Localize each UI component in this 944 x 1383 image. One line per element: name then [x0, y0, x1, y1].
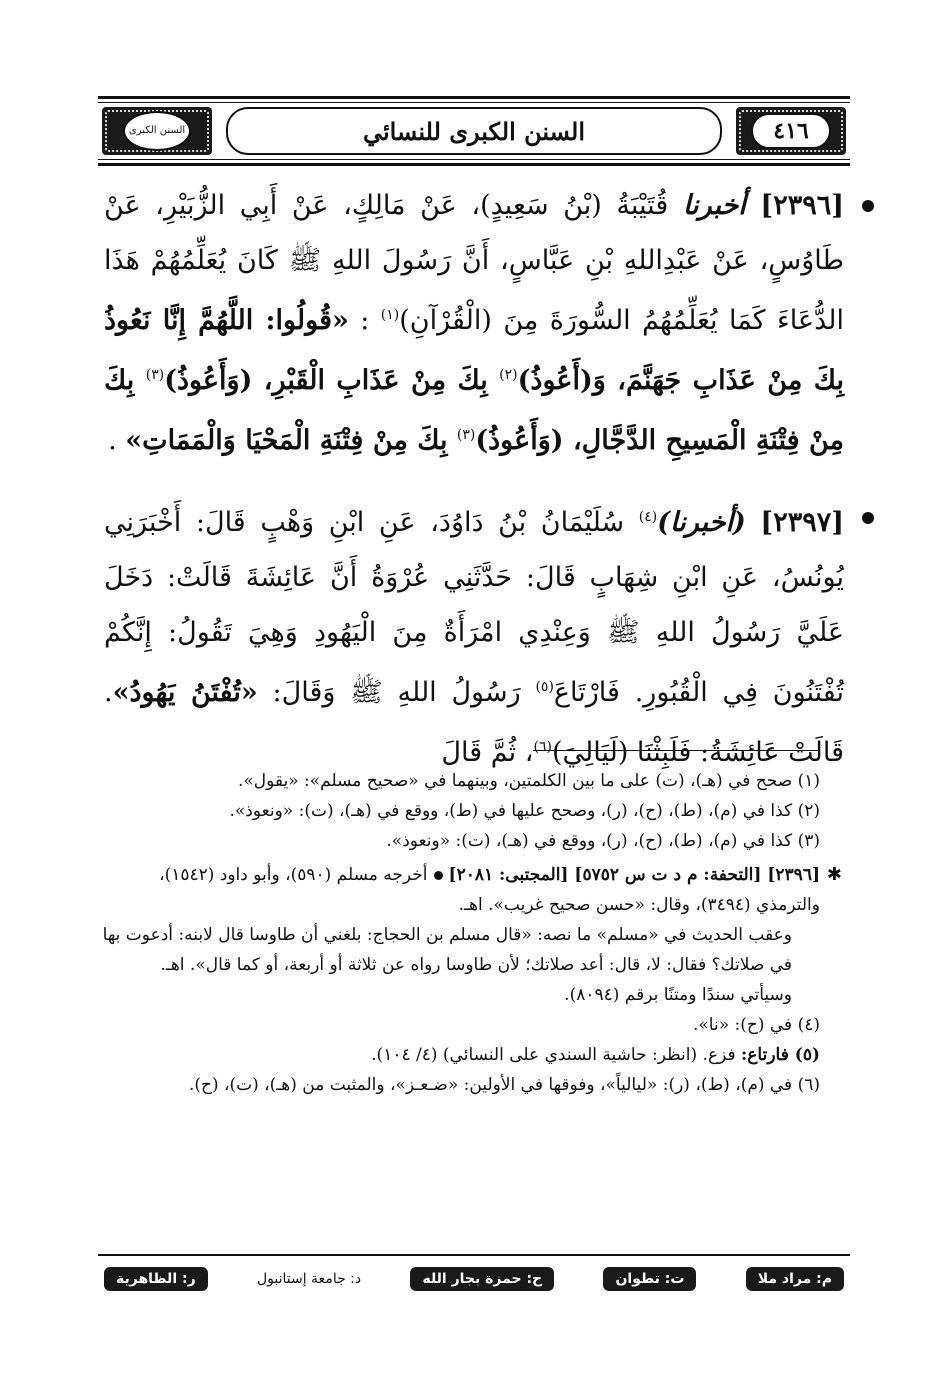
manuscript-code: م: مراد ملا [746, 1267, 844, 1291]
manuscript-code: ح: حمزة بجار الله [410, 1267, 554, 1291]
manuscript-code: د: جامعة إستانبول [256, 1271, 362, 1287]
hadith-text: . قَالَتْ عَائِشَةُ: فَلَبِثْنَا (لَيَالِيَ) [104, 677, 844, 768]
hadith-matn: «تُفْتَنُ يَهُودُ» [112, 677, 258, 708]
hadith-text: ، ثُمَّ قَالَ [441, 737, 534, 768]
hadith-number: [٢٣٩٧] [760, 507, 844, 538]
footnote-2: (٢) كذا في (م)، (ط)، (ح)، (ر)، وصحح عليها في (ط)، ووقع في (هـ)، (ت): «ونعوذ». [229, 801, 820, 821]
hadith-matn: «قُولُوا: اللَّهُمَّ إِنَّا نَعُوذُ بِكَ مِنْ عَذَابِ جَهَنَّمَ، وَ(أَعُوذُ) [104, 305, 845, 396]
bottom-rule [98, 1254, 850, 1256]
footnote-term: (٥) فارتاع: [741, 1045, 820, 1065]
hadith-matn: بِكَ مِنْ عَذَابِ الْقَبْرِ، (وَأَعُوذُ) [164, 365, 500, 396]
header-frame [98, 102, 850, 160]
bullet-icon [862, 200, 874, 212]
main-text [104, 178, 844, 802]
footnote-3: (٣) كذا في (م)، (ط)، (ح)، (ر)، ووقع في (هـ)، (ت): «ونعوذ». [386, 831, 820, 851]
footnote-ref: (٣) [145, 367, 165, 383]
manuscript-codes [104, 1264, 844, 1294]
footnote-ref: (١) [380, 307, 400, 323]
hadith-text: : [348, 305, 381, 336]
seal-ornament [102, 107, 212, 155]
bullet-icon [862, 512, 874, 524]
seal-logo-icon: السنن الكبرى [123, 111, 191, 151]
footnote-ref: (٣) [456, 427, 476, 443]
hadith-text: قُتَيْبَةُ (بْنُ سَعِيدٍ)، عَنْ مَالِكٍ، عَنْ أَبِي الزُّبَيْرِ، عَنْ طَاوُسٍ، عَنْ عَبْدِاللهِ بْنِ عَبَّاسٍ، أَنَّ رَسُولَ اللهِ ﷺ كَانَ يُعَلِّمُهُمْ هَذَا الدُّعَاءَ كَمَا يُعَلِّمُهُمُ السُّورَةَ مِنَ (الْقُرْآنِ) [104, 190, 844, 336]
footnote-ref: (٥) [535, 679, 554, 695]
hadith-text: . [108, 425, 126, 456]
takhrij-text: أخرجه مسلم (٥٩٠)، وأبو داود (١٥٤٢)، والترمذي (٣٤٩٤)، وقال: «حسن صحيح غريب». اهـ. [159, 865, 820, 915]
hadith-2396 [104, 178, 844, 468]
takhrij-2396 [100, 860, 842, 920]
takhrij-comment: وعقب الحديث في «مسلم» ما نصه: «قال مسلم بن الحجاج: بلغني أن طاوسا قال لابنه: أدعوت بها في صلاتك؟ فقال: لا، قال: أعد صلاتك؛ لأن طاوسا رواه عن ثلاثة أو أربعة، أو كما قال». اهـ. [102, 925, 792, 975]
takhrij-ref: [٢٣٩٦] [التحفة: م د ت س ٥٧٥٢] [المجتبى: ٢٠٨١] [448, 865, 820, 885]
page-header [98, 96, 850, 166]
hadith-text: سُلَيْمَانُ بْنُ دَاوُدَ، عَنِ ابْنِ وَهْبٍ قَالَ: أَخْبَرَنِي يُونُسُ، عَنِ ابْنِ شِهَابٍ قَالَ: حَدَّثَنِي عُرْوَةُ أَنَّ عَائِشَةَ قَالَتْ: دَخَلَ عَلَيَّ رَسُولُ اللهِ ﷺ وَعِنْدِي امْرَأَةٌ مِنَ الْيَهُودِ وَهِيَ تَقُولُ: إِنَّكُمْ تُفْتَنُونَ فِي الْقُبُورِ. فَارْتَاعَ [104, 507, 844, 708]
manuscript-code: ر: الظاهرية [104, 1267, 208, 1291]
akhbarana: (أخبرنا) [657, 507, 746, 538]
footnote-ref: (٤) [638, 509, 658, 525]
hadith-text: رَسُولُ اللهِ ﷺ وَقَالَ: [257, 677, 536, 708]
page-number-ornament [736, 107, 846, 155]
footnote-text: فزع. (انظر: حاشية السندي على النسائي) (٤/ ١٠٤). [371, 1045, 741, 1065]
hadith-matn: بِكَ مِنْ فِتْنَةِ الْمَسِيحِ الدَّجَّالِ، (وَأَعُوذُ) [104, 365, 844, 456]
hadith-number: [٢٣٩٦] [760, 190, 844, 221]
asterisk-icon: ✱ [826, 864, 842, 885]
akhbarana: أخبرنا [682, 190, 746, 221]
footnote-5 [100, 1040, 820, 1070]
book-title: السنن الكبرى للنسائي [226, 107, 722, 155]
footnote-ref: (٦) [533, 739, 552, 755]
hadith-2397 [104, 490, 844, 780]
footnote-6: (٦) في (م)، (ط)، (ر): «ليالياً»، وفوقها في الأولين: «ضـعـز»، والمثبت من (هـ)، (ت)، (ح). [188, 1075, 820, 1095]
hadith-matn: بِكَ مِنْ فِتْنَةِ الْمَحْيَا وَالْمَمَاتِ» [125, 425, 457, 456]
footnote-divider [533, 750, 819, 751]
footnote-1: (١) صحح في (هـ)، (ت) على ما بين الكلمتين، وبينهما في «صحيح مسلم»: «يقول». [237, 771, 820, 791]
footnote-4: (٤) في (ح): «نا». [692, 1015, 820, 1035]
manuscript-code: ت: تطوان [603, 1267, 696, 1291]
footnote-ref: (٢) [499, 367, 518, 383]
page-number: ٤١٦ [751, 113, 831, 149]
footnotes [100, 766, 842, 1100]
takhrij-see: وسيأتي سندًا ومتنًا برقم (٨٠٩٤). [564, 985, 792, 1005]
bullet-icon [434, 871, 443, 880]
